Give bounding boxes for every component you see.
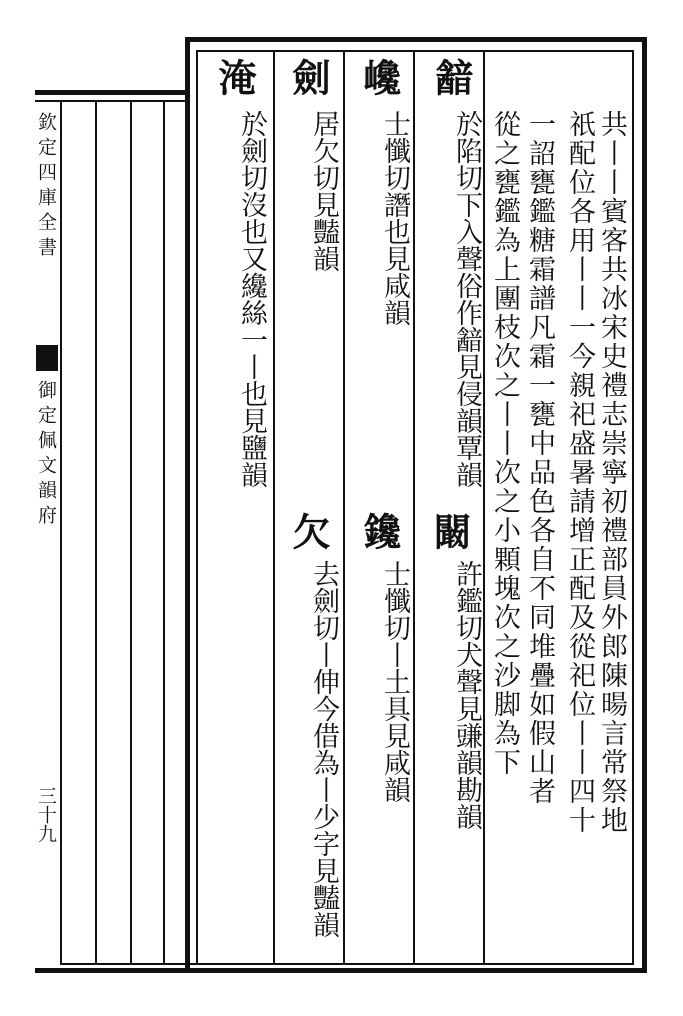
text-column: 從之甕鑑為上團枝次之丨丨次之小顆塊次之沙脚為下 xyxy=(489,110,520,777)
column-divider xyxy=(273,50,275,963)
margin-page-number: 三十九 xyxy=(35,786,57,843)
entry-headword: 劍 xyxy=(286,58,331,96)
column-divider xyxy=(163,100,165,963)
margin-book-title: 御定佩文韻府 xyxy=(35,380,57,530)
inner-border-right xyxy=(632,50,634,963)
margin-fish-tail xyxy=(36,345,58,371)
entry-headword: 淹 xyxy=(212,58,257,96)
entry-text: 去劍切丨伸今借為丨少字見豔韻 xyxy=(308,560,339,938)
text-column: 一詔甕鑑糖霜譜凡霜一甕中品色各自不同堆疊如假山者 xyxy=(524,110,555,806)
entry-text: 許鑑切犬聲見豏韻勘韻 xyxy=(451,560,482,830)
entry-text: 士懺切丨土具見咸韻 xyxy=(379,560,410,803)
entry-text: 居欠切見豔韻 xyxy=(308,110,339,272)
margin-title: 欽定四庫全書 xyxy=(35,112,57,262)
top-rule-left xyxy=(35,90,190,95)
entry-headword: 闞 xyxy=(427,512,472,550)
column-divider xyxy=(130,100,132,963)
column-divider xyxy=(343,50,345,963)
entry-text: 士懺切譖也見咸韻 xyxy=(379,110,410,326)
entry-headword: 欠 xyxy=(286,512,331,550)
column-divider xyxy=(413,50,415,963)
inner-rule-header xyxy=(196,50,634,52)
entry-headword: 韽 xyxy=(429,58,474,96)
entry-text: 於陷切下入聲俗作韽見侵韻覃韻 xyxy=(451,110,482,488)
column-divider xyxy=(95,100,97,963)
column-divider xyxy=(483,50,485,963)
inner-border-left xyxy=(60,100,62,963)
inner-rule-bottom xyxy=(60,963,634,965)
entry-text: 於劍切沒也又纔絲一丨也見鹽韻 xyxy=(236,110,267,488)
entry-headword: 鑱 xyxy=(357,512,402,550)
column-divider xyxy=(196,50,198,963)
text-column: 共丨丨賓客共冰宋史禮志崇寧初禮部員外郎陳暘言常祭地 xyxy=(596,110,627,835)
text-column: 祇配位各用丨丨一今親祀盛暑請增正配及從祀位丨丨四十 xyxy=(564,110,595,835)
entry-headword: 巉 xyxy=(357,58,402,96)
